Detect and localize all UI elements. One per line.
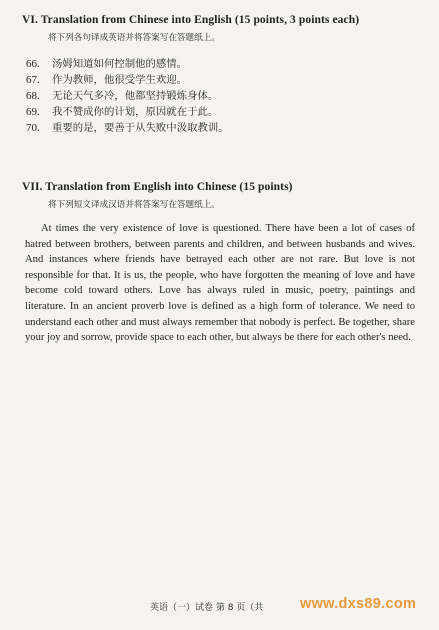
- question-number: 70.: [26, 122, 40, 134]
- question-number: 69.: [26, 106, 40, 118]
- translation-passage: At times the very existence of love is questioned. There have been a lot of cases of hatred between brothers, between parents and children, and between husbands and wives. And instances where friends have betrayed each other are not rare. But love is not responsible for that. It is us, the people, who have forgotten the meaning of love and have become cold toward others. Love has always ruled in music, poetry, paintings and literature. In an ancient proverb love is defined as a high form of tolerance. We need to understand each other and must always remember that nobody is perfect. Be together, share your joy and sorrow, provide space to each other, but always be there for each other's need.: [25, 223, 415, 344]
- question-number: 66.: [26, 58, 40, 70]
- question-number: 68.: [26, 90, 40, 102]
- site-watermark: www.dxs89.com: [300, 596, 417, 612]
- section-6-title: VI. Translation from Chinese into English (15 points, 3 points each): [22, 14, 360, 26]
- question-item: [26, 71, 187, 86]
- question-text: 重要的是，要善于从失败中汲取教训。: [52, 122, 229, 134]
- question-item: [26, 55, 187, 70]
- question-text: 无论天气多冷，他都坚持锻炼身体。: [52, 90, 219, 102]
- question-text: 作为教师，他很受学生欢迎。: [52, 74, 188, 86]
- question-item: [26, 103, 218, 118]
- question-item: [26, 87, 218, 102]
- question-number: 67.: [26, 74, 40, 86]
- question-text: 汤姆知道如何控制他的感情。: [52, 58, 188, 70]
- question-item: [26, 119, 229, 134]
- section-7-instruction: 将下列短文译成汉语并将答案写在答题纸上。: [48, 200, 220, 210]
- section-6-instruction: 将下列各句译成英语并将答案写在答题纸上。: [48, 33, 220, 43]
- section-7-title: VII. Translation from English into Chinese (15 points): [22, 181, 293, 193]
- page-footer: 英语（一）试卷 第 8 页（共: [150, 603, 264, 613]
- question-text: 我不赞成你的计划，原因就在于此。: [52, 106, 219, 118]
